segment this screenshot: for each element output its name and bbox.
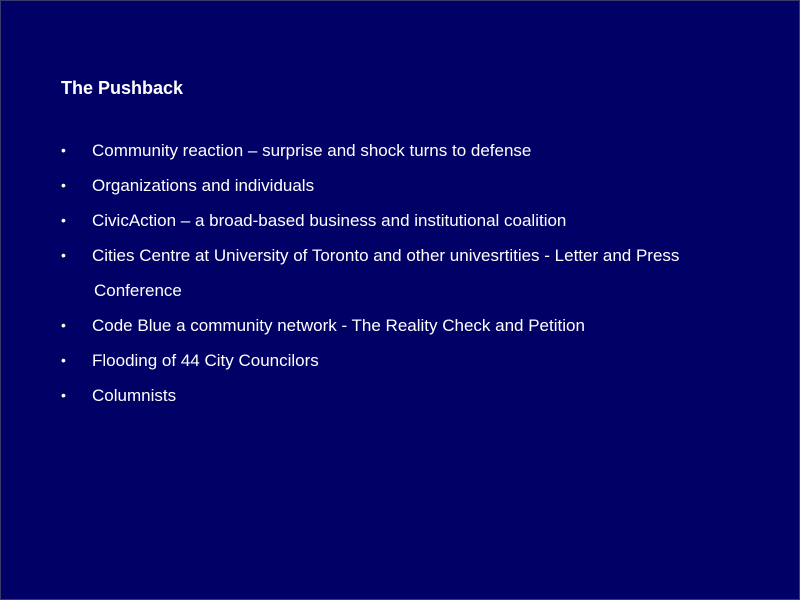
list-item (61, 238, 781, 273)
bullet-text: Community reaction – surprise and shock turns to defense (92, 141, 532, 160)
bullet-icon: • (61, 317, 66, 333)
slide-title: The Pushback (61, 78, 184, 98)
bullet-icon: • (61, 247, 66, 263)
list-item (61, 308, 781, 343)
bullet-text: Flooding of 44 City Councilors (92, 351, 319, 370)
list-item (61, 203, 781, 238)
bullet-icon: • (61, 142, 66, 158)
bullet-icon: • (61, 212, 66, 228)
list-item (61, 133, 781, 168)
bullet-icon: • (61, 387, 66, 403)
bullet-text: Code Blue a community network - The Reality Check and Petition (92, 316, 585, 335)
bullet-text: CivicAction – a broad-based business and institutional coalition (92, 211, 567, 230)
bullet-icon: • (61, 177, 66, 193)
list-item (61, 343, 781, 378)
bullet-text: Cities Centre at University of Toronto and other univesrtities - Letter and Press (92, 246, 680, 265)
list-item (61, 168, 781, 203)
bullet-list (61, 133, 781, 413)
bullet-text: Columnists (92, 386, 177, 405)
bullet-continuation-text: Conference (94, 281, 182, 300)
bullet-icon: • (61, 352, 66, 368)
list-item (61, 378, 781, 413)
bullet-text: Organizations and individuals (92, 176, 315, 195)
